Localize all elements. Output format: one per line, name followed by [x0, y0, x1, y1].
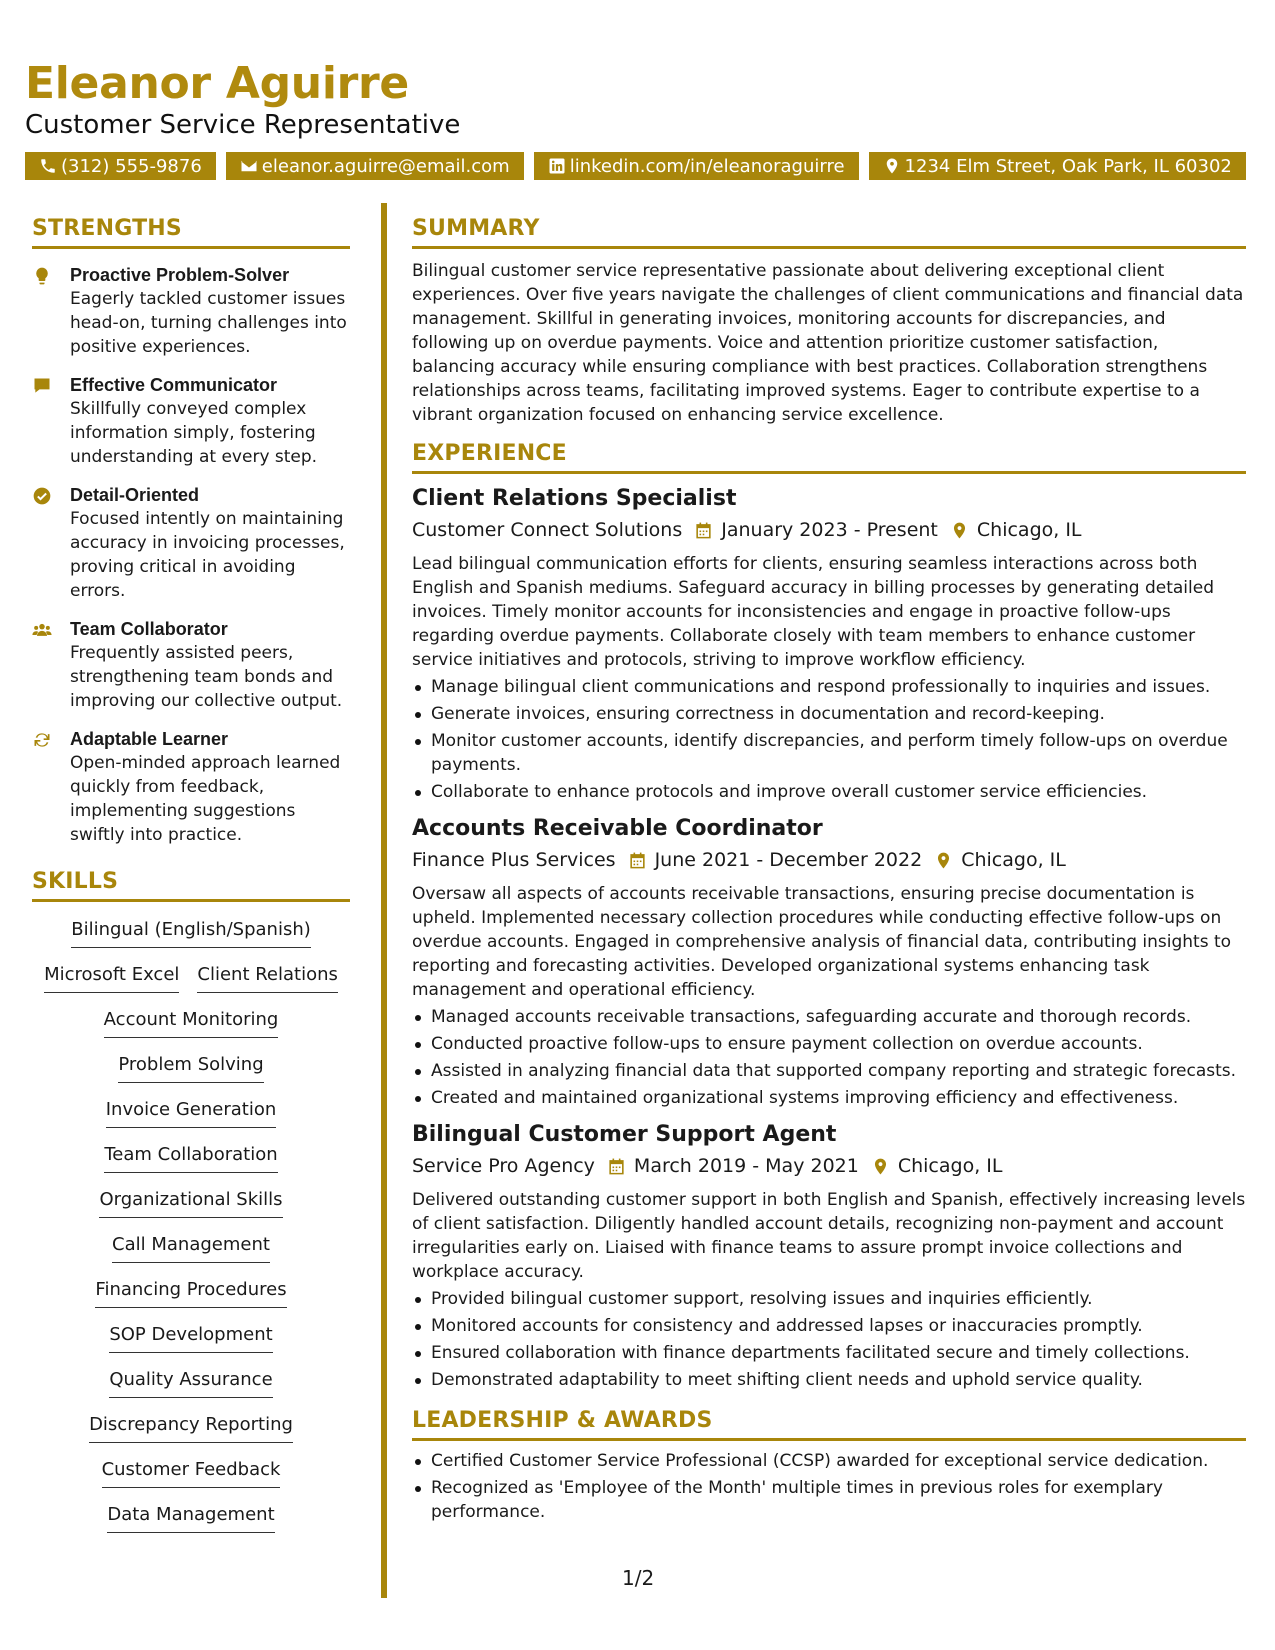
list-item: Conducted proactive follow-ups to ensure payment collection on overdue accounts. [412, 1032, 1246, 1056]
strength-desc: Open-minded approach learned quickly from feedback, implementing suggestions swiftly into practice. [70, 753, 341, 845]
job-title: Accounts Receivable Coordinator [412, 816, 823, 841]
list-item: Certified Customer Service Professional (CCSP) awarded for exceptional service dedication. [412, 1449, 1246, 1473]
job-company: Service Pro Agency [412, 1155, 595, 1177]
list-item: Monitor customer accounts, identify discrepancies, and perform timely follow-ups on overdue payments. [412, 729, 1246, 777]
list-item: Manage bilingual client communications and respond professionally to inquiries and issues. [412, 675, 1246, 699]
refresh-icon [32, 730, 52, 750]
map-pin-icon [934, 851, 953, 870]
strength-title: Team Collaborator [70, 619, 228, 639]
summary-text: Bilingual customer service representative passionate about delivering exceptional client experiences. Over five years navigate the challenges of client communications and financial data management. Skillful in generating invoices, monitoring accounts for discrepancies, and following up on overdue payments. Voice and attention prioritize customer satisfaction, balancing accuracy while ensuring compliance with best practices. Collaboration strengthens relationships across teams, facilitating improved systems. Eager to contribute expertise to a vibrant organization focused on enhancing service excellence. [412, 261, 1244, 425]
calendar-icon [628, 851, 647, 870]
skill-tag: Call Management [112, 1233, 270, 1263]
list-item: Monitored accounts for consistency and addressed lapses or inaccuracies promptly. [412, 1314, 1246, 1338]
candidate-name: Eleanor Aguirre [25, 58, 409, 109]
job-entry [412, 1120, 1246, 1392]
skills-list [32, 918, 350, 1548]
strength-item [32, 373, 350, 469]
phone-chip[interactable] [25, 152, 216, 180]
address-chip[interactable] [869, 152, 1246, 180]
job-title: Client Relations Specialist [412, 486, 737, 511]
strength-title: Detail-Oriented [70, 485, 200, 505]
strength-title: Effective Communicator [70, 375, 278, 395]
job-location: Chicago, IL [976, 519, 1082, 541]
users-icon [32, 620, 52, 640]
linkedin-chip[interactable] [534, 152, 859, 180]
job-dates: June 2021 - December 2022 [654, 849, 923, 871]
calendar-icon [694, 521, 713, 540]
linkedin-icon [548, 157, 566, 175]
linkedin-text: linkedin.com/in/eleanoraguirre [569, 155, 845, 177]
envelope-icon [240, 157, 258, 175]
strength-desc: Frequently assisted peers, strengthening team bonds and improving our collective output. [70, 643, 343, 711]
job-entry [412, 484, 1246, 804]
list-item: Collaborate to enhance protocols and improve overall customer service efficiencies. [412, 780, 1246, 804]
skill-tag: Client Relations [197, 963, 338, 993]
job-bullets [412, 1005, 1246, 1110]
strength-item [32, 617, 350, 713]
job-company: Customer Connect Solutions [412, 519, 683, 541]
skill-tag: Discrepancy Reporting [89, 1413, 293, 1443]
skill-tag: SOP Development [109, 1323, 272, 1353]
job-description: Lead bilingual communication efforts for clients, ensuring seamless interactions across both English and Spanish mediums. Safeguard accuracy in billing processes by generating detailed invoices. Timely monitor accounts for inconsistencies and engage in proactive follow-ups regarding overdue payments. Collaborate closely with team members to enhance customer service initiatives and protocols, striving to improve workflow efficiency. [412, 554, 1214, 670]
experience-heading: EXPERIENCE [412, 441, 1246, 474]
email-chip[interactable] [226, 152, 524, 180]
phone-text: (312) 555-9876 [61, 155, 202, 177]
map-pin-icon [871, 1157, 890, 1176]
strength-title: Proactive Problem-Solver [70, 265, 290, 285]
job-dates: March 2019 - May 2021 [633, 1155, 859, 1177]
skills-heading: SKILLS [32, 869, 350, 902]
calendar-icon [607, 1157, 626, 1176]
skill-tag: Organizational Skills [99, 1188, 282, 1218]
address-text: 1234 Elm Street, Oak Park, IL 60302 [904, 155, 1232, 177]
list-item: Generate invoices, ensuring correctness in documentation and record-keeping. [412, 702, 1246, 726]
skill-tag: Financing Procedures [95, 1278, 286, 1308]
skill-tag: Problem Solving [118, 1053, 263, 1083]
list-item: Ensured collaboration with finance departments facilitated secure and timely collections. [412, 1341, 1246, 1365]
strength-item [32, 263, 350, 359]
job-meta [412, 846, 1246, 874]
list-item: Assisted in analyzing financial data that supported company reporting and strategic forecasts. [412, 1059, 1246, 1083]
skill-tag: Customer Feedback [102, 1458, 281, 1488]
awards-heading: LEADERSHIP & AWARDS [412, 1408, 1246, 1441]
job-bullets [412, 1287, 1246, 1392]
skill-tag: Invoice Generation [106, 1098, 277, 1128]
map-pin-icon [883, 157, 901, 175]
check-circle-icon [32, 486, 52, 506]
strength-desc: Focused intently on maintaining accuracy in invoicing processes, proving critical in avoiding errors. [70, 509, 345, 601]
job-meta [412, 516, 1246, 544]
list-item: Created and maintained organizational systems improving efficiency and effectiveness. [412, 1086, 1246, 1110]
lightbulb-icon [32, 266, 52, 286]
awards-list [412, 1449, 1246, 1524]
speech-bubble-icon [32, 376, 52, 396]
job-meta [412, 1152, 1246, 1180]
strength-item [32, 727, 350, 847]
job-location: Chicago, IL [897, 1155, 1003, 1177]
skill-tag: Team Collaboration [104, 1143, 277, 1173]
job-company: Finance Plus Services [412, 849, 616, 871]
phone-icon [39, 157, 57, 175]
list-item: Provided bilingual customer support, resolving issues and inquiries efficiently. [412, 1287, 1246, 1311]
page-number: 1/2 [622, 1566, 655, 1590]
strength-desc: Eagerly tackled customer issues head-on, turning challenges into positive experiences. [70, 289, 347, 357]
right-column [412, 216, 1246, 1524]
strength-item [32, 483, 350, 603]
column-divider [381, 203, 387, 1598]
map-pin-icon [950, 521, 969, 540]
candidate-title: Customer Service Representative [25, 110, 461, 140]
job-dates: January 2023 - Present [721, 519, 938, 541]
list-item: Managed accounts receivable transactions, safeguarding accurate and thorough records. [412, 1005, 1246, 1029]
list-item: Recognized as 'Employee of the Month' multiple times in previous roles for exemplary performance. [412, 1476, 1246, 1524]
job-location: Chicago, IL [961, 849, 1066, 871]
job-bullets [412, 675, 1246, 804]
skill-tag: Microsoft Excel [44, 963, 179, 993]
skill-tag: Data Management [107, 1503, 274, 1533]
job-description: Delivered outstanding customer support in both English and Spanish, effectively increasing levels of client satisfaction. Diligently handled account details, recognizing non-payment and account irregularities early on. Liaised with finance teams to assure prompt invoice collections and workplace accuracy. [412, 1190, 1246, 1282]
skill-tag: Bilingual (English/Spanish) [71, 918, 311, 948]
strength-title: Adaptable Learner [70, 729, 229, 749]
summary-heading: SUMMARY [412, 216, 1246, 249]
skill-tag: Account Monitoring [104, 1008, 279, 1038]
list-item: Demonstrated adaptability to meet shifting client needs and uphold service quality. [412, 1368, 1246, 1392]
skill-tag: Quality Assurance [109, 1368, 272, 1398]
left-column [32, 216, 350, 1548]
job-description: Oversaw all aspects of accounts receivable transactions, ensuring precise documentation is upheld. Implemented necessary collection procedures while conducting effective follow-ups on overdue accounts. Engaged in comprehensive analysis of financial data, contributing insights to reporting and forecasting activities. Developed organizational systems enhancing task management and operational efficiency. [412, 884, 1232, 1000]
strengths-heading: STRENGTHS [32, 216, 350, 249]
contact-bar [25, 152, 1246, 180]
job-title: Bilingual Customer Support Agent [412, 1122, 837, 1147]
email-text: eleanor.aguirre@email.com [261, 155, 510, 177]
strength-desc: Skillfully conveyed complex information simply, fostering understanding at every step. [70, 399, 318, 467]
job-entry [412, 814, 1246, 1110]
